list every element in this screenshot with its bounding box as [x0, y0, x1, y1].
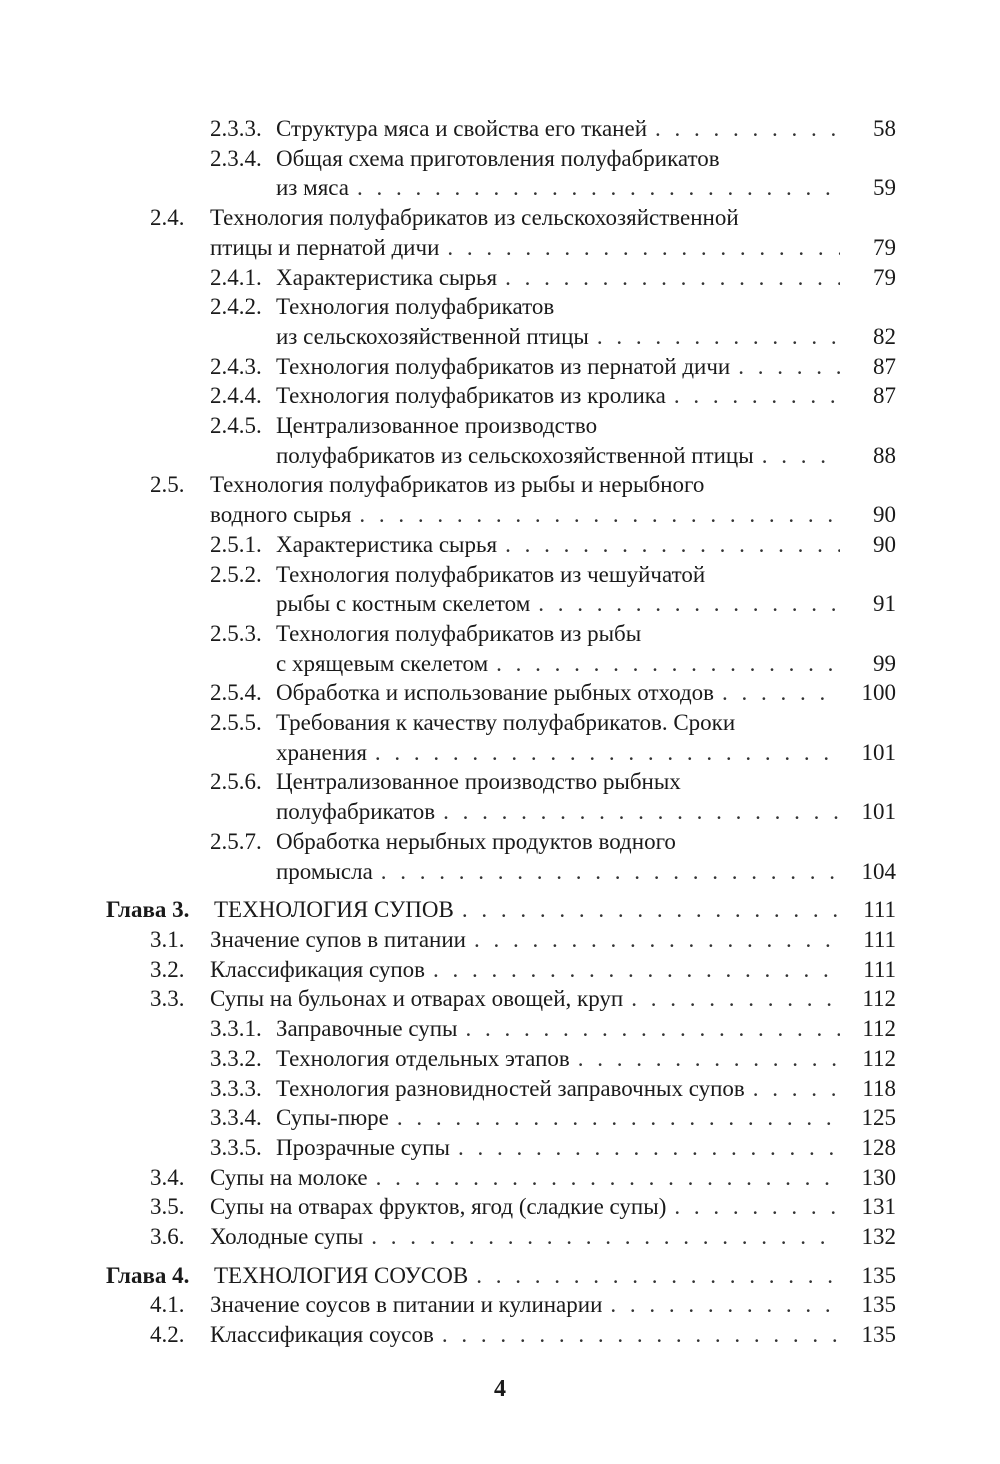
toc-entry: [0, 1163, 1000, 1193]
toc-page-number: 87: [873, 383, 896, 409]
dot-leader: [738, 352, 840, 382]
toc-entry: [0, 678, 1000, 708]
toc-page-number: 91: [873, 591, 896, 617]
toc-line: [0, 857, 896, 887]
toc-page-number: 87: [873, 353, 896, 379]
toc-entry-title: водного сырья: [210, 502, 352, 528]
toc-entry-title: Технология полуфабрикатов: [276, 294, 555, 320]
toc-entry-number: 2.4.4.: [210, 383, 262, 409]
toc-entry-title: полуфабрикатов из сельскохозяйственной птицы: [276, 442, 754, 468]
dot-leader: [359, 500, 840, 530]
toc-entry: [0, 1261, 1000, 1291]
toc-page-number: 101: [861, 799, 896, 825]
toc-entry: [0, 114, 1000, 144]
toc-page-number: 111: [863, 926, 896, 952]
dot-leader: [505, 263, 840, 293]
toc-entry: [0, 560, 1000, 619]
dot-leader: [597, 322, 840, 352]
toc-line: [0, 984, 896, 1014]
dot-leader: [474, 925, 840, 955]
toc-line: [0, 292, 896, 322]
toc-entry-title: из сельскохозяйственной птицы: [276, 323, 589, 349]
toc-entry-title: из мяса: [276, 175, 349, 201]
toc-line: [0, 560, 896, 590]
toc-entry: [0, 1103, 1000, 1133]
toc-entry-title: ТЕХНОЛОГИЯ СОУСОВ: [214, 1262, 469, 1288]
toc-entry-title: Технология полуфабрикатов из рыбы: [276, 620, 642, 646]
toc-entry-title: Характеристика сырья: [276, 531, 498, 557]
toc-line: [0, 589, 896, 619]
dot-leader: [538, 589, 840, 619]
toc-entry-number: 3.6.: [150, 1224, 185, 1250]
toc-line: [0, 203, 896, 233]
toc-page-number: 118: [862, 1075, 896, 1101]
dot-leader: [458, 1133, 840, 1163]
toc-line: [0, 1320, 896, 1350]
toc-entry-title: Характеристика сырья: [276, 264, 498, 290]
toc-line: [0, 619, 896, 649]
toc-page-number: 135: [861, 1262, 896, 1288]
toc-entry-number: 3.3.3.: [210, 1075, 262, 1101]
toc-entry: [0, 955, 1000, 985]
toc-page-number: 99: [873, 650, 896, 676]
toc-line: [0, 1074, 896, 1104]
toc-page-number: 112: [862, 1016, 896, 1042]
toc-entry: [0, 1320, 1000, 1350]
toc-entry-title: Супы на молоке: [210, 1164, 368, 1190]
toc-entry: [0, 1044, 1000, 1074]
toc-entry: [0, 1014, 1000, 1044]
toc-line: [0, 738, 896, 768]
toc-entry-number: 3.1.: [150, 926, 185, 952]
toc-line: [0, 767, 896, 797]
toc-line: [0, 925, 896, 955]
toc-page-number: 58: [873, 116, 896, 141]
toc-line: [0, 1163, 896, 1193]
toc-entry-number: 3.4.: [150, 1164, 185, 1190]
toc-entry: [0, 827, 1000, 886]
toc-line: [0, 827, 896, 857]
toc-entry: [0, 895, 1000, 925]
toc-page-number: 111: [863, 897, 896, 923]
toc-entry: [0, 292, 1000, 351]
toc-page-number: 128: [861, 1134, 896, 1160]
toc-line: [0, 649, 896, 679]
dot-leader: [443, 797, 840, 827]
toc-entry-number: 2.5.: [150, 472, 185, 498]
toc-line: [0, 708, 896, 738]
toc-line: [0, 322, 896, 352]
toc-page-number: 130: [861, 1164, 896, 1190]
dot-leader: [753, 1074, 840, 1104]
toc-entry-title: Супы на отварах фруктов, ягод (сладкие супы): [210, 1194, 667, 1220]
dot-leader: [496, 649, 840, 679]
dot-leader: [433, 955, 840, 985]
toc-entry-title: промысла: [276, 858, 373, 884]
toc-entry: [0, 1074, 1000, 1104]
toc-line: [0, 381, 896, 411]
table-of-contents: [0, 114, 1000, 1350]
toc-entry: [0, 144, 1000, 203]
toc-line: [0, 114, 896, 144]
toc-entry-number: 2.5.2.: [210, 561, 262, 587]
toc-line: [0, 470, 896, 500]
toc-entry-title: Технология полуфабрикатов из чешуйчатой: [276, 561, 706, 587]
toc-page-number: 90: [873, 531, 896, 557]
dot-leader: [674, 1192, 840, 1222]
toc-entry-number: 2.3.3.: [210, 116, 262, 141]
dot-leader: [722, 678, 840, 708]
dot-leader: [375, 738, 840, 768]
page-number: 4: [494, 1376, 506, 1402]
toc-entry-number: 2.4.1.: [210, 264, 262, 290]
toc-page-number: 101: [861, 739, 896, 765]
dot-leader: [397, 1103, 840, 1133]
toc-entry-number: 3.3.1.: [210, 1016, 262, 1042]
toc-entry-number: 4.2.: [150, 1322, 185, 1348]
toc-line: [0, 144, 896, 174]
toc-line: [0, 411, 896, 441]
toc-entry-title: Технология разновидностей заправочных супов: [276, 1075, 745, 1101]
toc-entry: [0, 352, 1000, 382]
dot-leader: [376, 1163, 840, 1193]
toc-entry-number: Глава 4.: [106, 1262, 190, 1288]
toc-entry-title: полуфабрикатов: [276, 799, 436, 825]
toc-line: [0, 1103, 896, 1133]
toc-line: [0, 441, 896, 471]
toc-entry: [0, 619, 1000, 678]
dot-leader: [610, 1290, 840, 1320]
dot-leader: [476, 1261, 840, 1291]
toc-entry-title: Заправочные супы: [276, 1016, 458, 1042]
toc-entry: [0, 708, 1000, 767]
toc-entry-number: 3.3.2.: [210, 1045, 262, 1071]
dot-leader: [674, 381, 840, 411]
toc-page-number: 88: [873, 442, 896, 468]
toc-entry: [0, 1222, 1000, 1252]
toc-entry-title: Технология полуфабрикатов из кролика: [276, 383, 666, 409]
dot-leader: [381, 857, 840, 887]
toc-line: [0, 955, 896, 985]
toc-entry-number: 3.3.5.: [210, 1134, 262, 1160]
toc-entry-number: 3.5.: [150, 1194, 185, 1220]
dot-leader: [762, 441, 840, 471]
toc-entry-number: 2.3.4.: [210, 145, 262, 171]
toc-page-number: 125: [861, 1105, 896, 1131]
toc-entry-number: 2.4.2.: [210, 294, 262, 320]
toc-entry-number: 2.5.6.: [210, 769, 262, 795]
toc-line: [0, 1261, 896, 1291]
toc-line: [0, 233, 896, 263]
toc-entry: [0, 984, 1000, 1014]
toc-entry-title: Обработка и использование рыбных отходов: [276, 680, 715, 706]
toc-entry: [0, 203, 1000, 262]
toc-line: [0, 1290, 896, 1320]
dot-leader: [631, 984, 840, 1014]
toc-entry: [0, 411, 1000, 470]
toc-page-number: 112: [862, 1045, 896, 1071]
toc-line: [0, 173, 896, 203]
toc-line: [0, 797, 896, 827]
toc-entry-title: Супы-пюре: [276, 1105, 389, 1131]
dot-leader: [578, 1044, 840, 1074]
toc-line: [0, 1192, 896, 1222]
toc-page-number: 100: [861, 680, 896, 706]
toc-entry: [0, 1290, 1000, 1320]
toc-line: [0, 263, 896, 293]
toc-entry: [0, 1133, 1000, 1163]
toc-entry: [0, 381, 1000, 411]
dot-leader: [357, 173, 840, 203]
toc-entry-title: Общая схема приготовления полуфабрикатов: [276, 145, 720, 171]
toc-line: [0, 500, 896, 530]
toc-entry-title: Значение супов в питании: [210, 926, 466, 952]
toc-entry-number: Глава 3.: [106, 897, 190, 923]
toc-entry-title: с хрящевым скелетом: [276, 650, 489, 676]
toc-line: [0, 895, 896, 925]
toc-page-number: 82: [873, 323, 896, 349]
toc-entry-number: 4.1.: [150, 1292, 185, 1318]
toc-entry-number: 2.4.: [150, 205, 185, 231]
toc-entry: [0, 263, 1000, 293]
toc-page-number: 79: [873, 234, 896, 260]
toc-line: [0, 530, 896, 560]
chapter-gap: [0, 886, 1000, 895]
toc-entry-title: рыбы с костным скелетом: [276, 591, 531, 617]
toc-page-number: 104: [861, 858, 896, 884]
toc-entry-title: Технология полуфабрикатов из пернатой дичи: [276, 353, 731, 379]
toc-entry-title: Классификация соусов: [210, 1322, 434, 1348]
toc-entry: [0, 767, 1000, 826]
toc-line: [0, 352, 896, 382]
toc-line: [0, 1014, 896, 1044]
dot-leader: [462, 895, 840, 925]
toc-page-number: 131: [861, 1194, 896, 1220]
toc-entry: [0, 530, 1000, 560]
toc-line: [0, 1133, 896, 1163]
toc-entry-number: 3.2.: [150, 956, 185, 982]
toc-page-number: 111: [863, 956, 896, 982]
toc-entry-number: 2.5.5.: [210, 710, 262, 736]
toc-entry: [0, 925, 1000, 955]
toc-page-number: 135: [861, 1292, 896, 1318]
toc-entry: [0, 470, 1000, 529]
toc-entry-title: ТЕХНОЛОГИЯ СУПОВ: [214, 897, 454, 923]
dot-leader: [442, 1320, 840, 1350]
chapter-gap: [0, 1252, 1000, 1261]
toc-page-number: 135: [861, 1322, 896, 1348]
toc-entry-title: Холодные супы: [210, 1224, 364, 1250]
toc-entry-title: Требования к качеству полуфабрикатов. Сроки: [276, 710, 736, 736]
toc-page-number: 79: [873, 264, 896, 290]
toc-entry-title: Классификация супов: [210, 956, 426, 982]
dot-leader: [655, 114, 840, 144]
dot-leader: [466, 1014, 840, 1044]
toc-entry-title: Централизованное производство рыбных: [276, 769, 681, 795]
toc-entry-title: Технология отдельных этапов: [276, 1045, 570, 1071]
toc-entry-title: хранения: [276, 739, 367, 765]
toc-line: [0, 1222, 896, 1252]
toc-entry-title: Технология полуфабрикатов из рыбы и нерыбного: [210, 472, 705, 498]
toc-entry-title: Обработка нерыбных продуктов водного: [276, 828, 676, 854]
toc-page-number: 59: [873, 175, 896, 201]
toc-entry: [0, 1192, 1000, 1222]
dot-leader: [371, 1222, 840, 1252]
dot-leader: [447, 233, 840, 263]
toc-entry-title: птицы и пернатой дичи: [210, 234, 440, 260]
toc-page-number: 90: [873, 502, 896, 528]
toc-line: [0, 1044, 896, 1074]
toc-entry-number: 3.3.: [150, 986, 185, 1012]
toc-line: [0, 678, 896, 708]
toc-entry-number: 2.5.3.: [210, 620, 262, 646]
toc-page-number: 132: [861, 1224, 896, 1250]
toc-entry-number: 2.5.4.: [210, 680, 262, 706]
toc-entry-title: Значение соусов в питании и кулинарии: [210, 1292, 603, 1318]
toc-entry-title: Прозрачные супы: [276, 1134, 450, 1160]
toc-entry-number: 2.4.3.: [210, 353, 262, 379]
toc-entry-title: Централизованное производство: [276, 413, 598, 439]
toc-page-number: 112: [862, 986, 896, 1012]
toc-entry-number: 2.5.1.: [210, 531, 262, 557]
toc-entry-number: 2.5.7.: [210, 828, 262, 854]
toc-entry-title: Супы на бульонах и отварах овощей, круп: [210, 986, 624, 1012]
toc-entry-title: Технология полуфабрикатов из сельскохозяйственной: [210, 205, 739, 231]
dot-leader: [505, 530, 840, 560]
toc-entry-title: Структура мяса и свойства его тканей: [276, 116, 648, 141]
toc-entry-number: 3.3.4.: [210, 1105, 262, 1131]
toc-entry-number: 2.4.5.: [210, 413, 262, 439]
